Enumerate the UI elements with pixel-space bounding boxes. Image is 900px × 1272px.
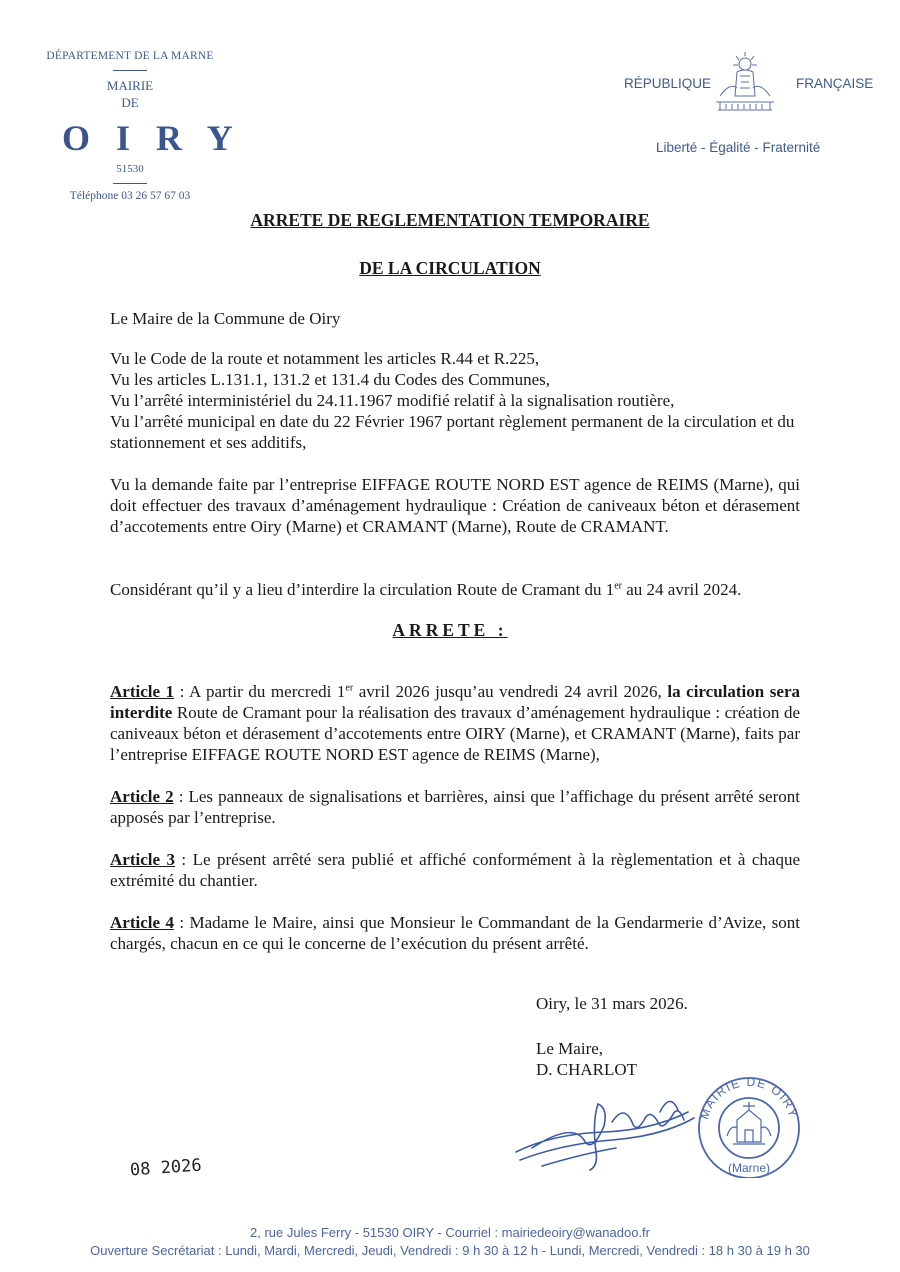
vu-line: Vu l’arrêté interministériel du 24.11.1967 modifié relatif à la signalisation routière,	[110, 391, 675, 410]
article-3-label: Article 3	[110, 850, 175, 869]
footer-address: 2, rue Jules Ferry - 51530 OIRY - Courriel : mairiedeoiry@wanadoo.fr	[250, 1225, 650, 1240]
document-title: ARRETE DE REGLEMENTATION TEMPORAIRE	[250, 210, 650, 230]
article-4-body: : Madame le Maire, ainsi que Monsieur le Commandant de la Gendarmerie d’Avize, sont chargés, chacun en ce qui le concerne de l’exécution du présent arrêté.	[110, 913, 800, 953]
article-1-sup: er	[345, 682, 354, 694]
stamp-bottom-text: (Marne)	[727, 1161, 771, 1175]
article-2-label: Article 2	[110, 787, 174, 806]
article-3-body: : Le présent arrêté sera publié et affiché conformément à la règlementation et à chaque extrémité du chantier.	[110, 850, 801, 890]
article-2	[110, 786, 800, 828]
mairie-label: MAIRIE	[106, 78, 154, 93]
arrete-heading: ARRETE :	[392, 620, 508, 640]
article-1	[110, 681, 800, 765]
divider	[113, 183, 147, 184]
vu-line: Vu le Code de la route et notamment les articles R.44 et R.225,	[110, 349, 540, 368]
stamp-emblem-icon	[727, 1102, 771, 1144]
considerant-sup: er	[614, 580, 622, 592]
article-1-part: : A partir du mercredi 1	[174, 682, 346, 701]
mairie-stamp	[693, 1072, 805, 1178]
considerant-part: Considérant qu’il y a lieu d’interdire la circulation Route de Cramant du 1	[110, 580, 615, 599]
postal-code: 51530	[116, 163, 144, 175]
vu-line: Vu les articles L.131.1, 131.2 et 131.4 du Codes des Communes,	[110, 370, 550, 389]
article-4-label: Article 4	[110, 913, 174, 932]
article-3-text	[110, 849, 800, 891]
demande-text: Vu la demande faite par l’entreprise EIFFAGE ROUTE NORD EST agence de REIMS (Marne), qui doit effectuer des travaux d’aménagement hydraulique : Création de caniveaux béton et dérasement d’accotements entre Oiry (Marne) et CRAMANT (Marne), Route de CRAMANT.	[110, 475, 800, 536]
handwritten-signature	[512, 1082, 702, 1172]
marianne-emblem-icon	[710, 52, 780, 114]
republic-motto: Liberté - Égalité - Fraternité	[656, 140, 821, 155]
signatory-name: D. CHARLOT	[536, 1060, 638, 1079]
phone-number: Téléphone 03 26 57 67 03	[69, 190, 191, 202]
article-1-text	[110, 681, 800, 765]
de-label: DE	[121, 95, 139, 110]
stamp-top-path: MAIRIE DE OIRY	[696, 1074, 801, 1121]
department-label: DÉPARTEMENT DE LA MARNE	[46, 50, 214, 62]
republique-label: RÉPUBLIQUE	[624, 76, 712, 91]
article-2-text	[110, 786, 800, 828]
divider	[113, 70, 147, 71]
article-4-text	[110, 912, 800, 954]
town-name: OIRY	[62, 118, 259, 158]
signatory-role: Le Maire,	[536, 1039, 604, 1058]
article-3	[110, 849, 800, 891]
article-1-bold: la circulation sera interdite	[110, 682, 801, 722]
mairie-letterhead	[40, 50, 259, 202]
reference-number: 08 2026	[129, 1155, 203, 1181]
intro-line: Le Maire de la Commune de Oiry	[110, 309, 341, 328]
document-subtitle: DE LA CIRCULATION	[359, 258, 541, 278]
considerant-paragraph	[110, 579, 800, 600]
visas-section	[110, 348, 800, 453]
considerant-part: au 24 avril 2024.	[621, 580, 742, 599]
article-4	[110, 912, 800, 954]
place-date: Oiry, le 31 mars 2026.	[536, 994, 688, 1013]
article-1-part: avril 2026 jusqu’au vendredi 24 avril 2026,	[353, 682, 668, 701]
footer-hours: Ouverture Secrétariat : Lundi, Mardi, Mercredi, Jeudi, Vendredi : 9 h 30 à 12 h - Lundi, Mercredi, Vendredi : 18 h 30 à 19 h 30	[90, 1243, 810, 1258]
article-1-part: Route de Cramant pour la réalisation des travaux d’aménagement hydraulique : création de caniveaux béton et dérasement d’accotements entre OIRY (Marne), et CRAMANT (Marne), faits par l’entreprise EIFFAGE ROUTE NORD EST agence de REIMS (Marne),	[110, 703, 800, 764]
article-1-label: Article 1	[110, 682, 175, 701]
vu-line: Vu l’arrêté municipal en date du 22 Février 1967 portant règlement permanent de la circulation et du stationnement et ses additifs,	[110, 412, 795, 452]
considerant-text	[110, 579, 800, 600]
demande-paragraph	[110, 474, 800, 537]
francaise-label: FRANÇAISE	[796, 76, 874, 91]
intro-text	[110, 308, 800, 329]
article-2-body: : Les panneaux de signalisations et barrières, ainsi que l’affichage du présent arrêté seront apposés par l’entreprise.	[110, 787, 800, 827]
